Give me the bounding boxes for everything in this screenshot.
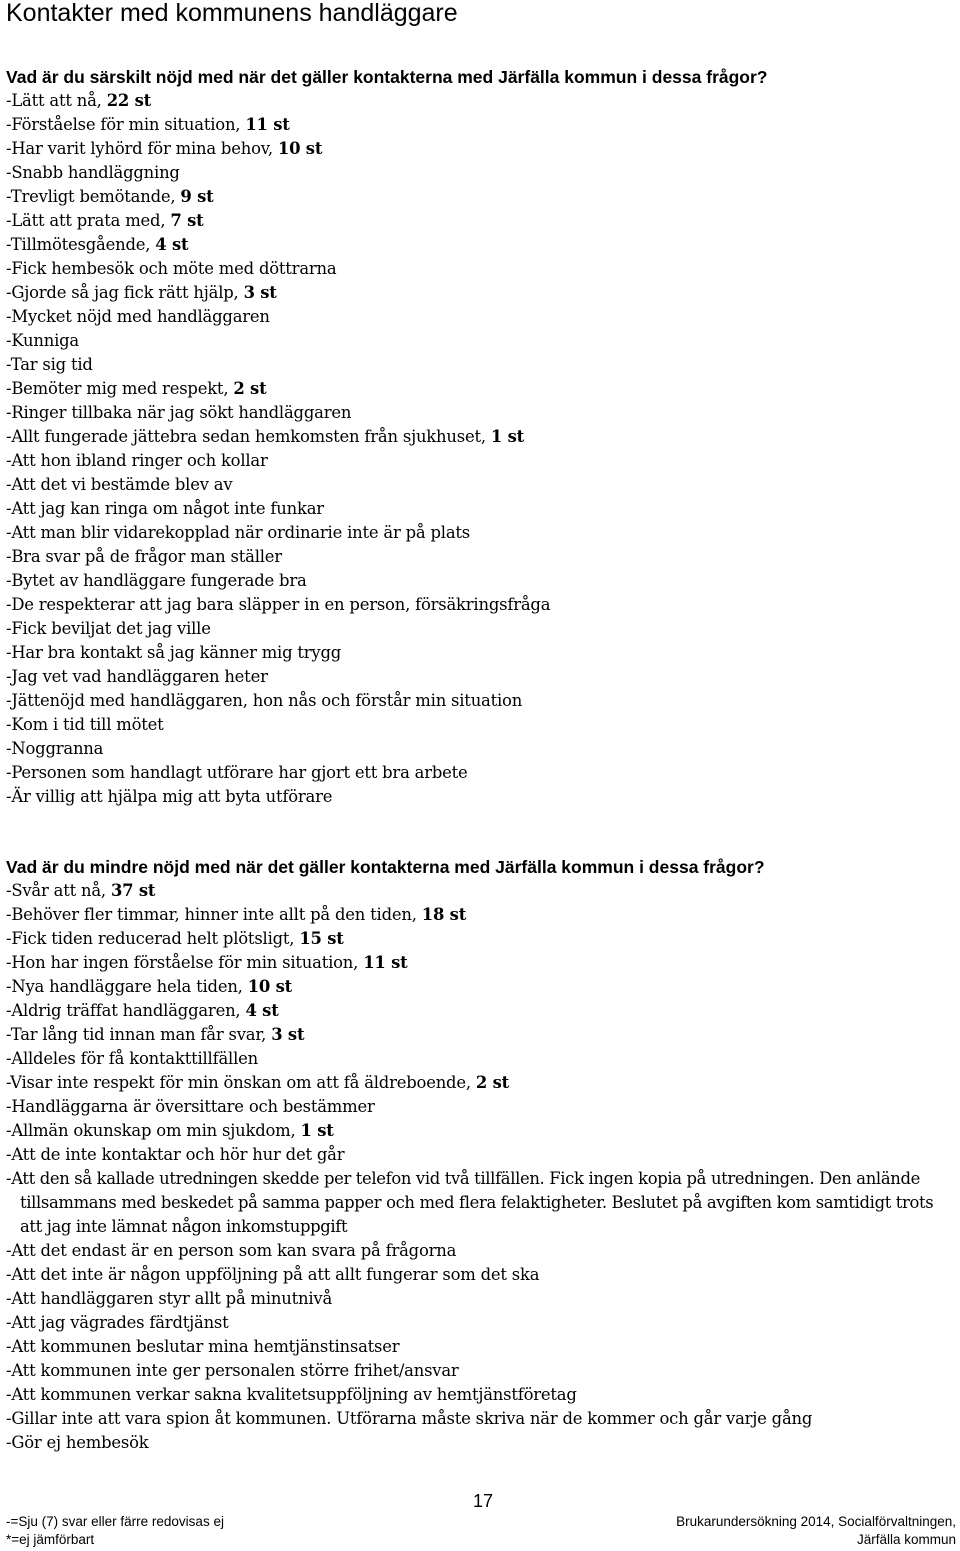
list-item: [6, 473, 954, 497]
list-item: [6, 113, 954, 137]
footer-source: [676, 1513, 956, 1549]
list-item-text: -Aldrig träffat handläggaren,: [6, 1001, 246, 1020]
list-item-text: -Bemöter mig med respekt,: [6, 379, 234, 398]
list-item-text: -Lätt att nå,: [6, 91, 107, 110]
list-item-text: -Att hon ibland ringer och kollar: [6, 451, 268, 470]
list-item-count: 2 st: [233, 379, 267, 398]
list-item-text: -Har bra kontakt så jag känner mig trygg: [6, 643, 342, 662]
list-item: [6, 1071, 954, 1095]
list-item-text: -Att det inte är någon uppföljning på att allt fungerar som det ska: [6, 1265, 540, 1284]
list-item-text: -Att jag kan ringa om något inte funkar: [6, 499, 324, 518]
list-item-text: -Att man blir vidarekopplad när ordinarie inte är på plats: [6, 523, 470, 542]
list-item: [6, 1143, 954, 1167]
list-item-count: 3 st: [271, 1025, 305, 1044]
list-item-count: 1 st: [300, 1121, 334, 1140]
list-item-text: -Att den så kallade utredningen skedde per telefon vid två tillfällen. Fick ingen kopia på utredningen. Den anlände tillsammans med beskedet på samma papper och med flera felaktigheter. Beslutet på avgiften kom samtidigt trots att jag inte lämnat någon inkomstuppgift: [6, 1169, 934, 1236]
list-item: [6, 545, 954, 569]
list-item: [6, 1047, 954, 1071]
negative-answers-list: [6, 879, 954, 1455]
page-title: Kontakter med kommunens handläggare: [6, 0, 458, 27]
list-item: [6, 281, 954, 305]
list-item-text: -Tar lång tid innan man får svar,: [6, 1025, 272, 1044]
list-item-text: -Kom i tid till mötet: [6, 715, 164, 734]
list-item-text: -Att handläggaren styr allt på minutnivå: [6, 1289, 333, 1308]
list-item-count: 9 st: [180, 187, 214, 206]
list-item-text: -Att jag vägrades färdtjänst: [6, 1313, 229, 1332]
list-item-text: -Handläggarna är översittare och bestämmer: [6, 1097, 375, 1116]
list-item: [6, 1311, 954, 1335]
list-item: [6, 353, 954, 377]
footer-source-survey: Brukarundersökning 2014, Socialförvaltningen,: [676, 1514, 956, 1529]
list-item-count: 4 st: [155, 235, 189, 254]
list-item: [6, 185, 954, 209]
list-item: [6, 1335, 954, 1359]
list-item-text: -Visar inte respekt för min önskan om att få äldreboende,: [6, 1073, 476, 1092]
list-item: [6, 713, 954, 737]
list-item-text: -Gillar inte att vara spion åt kommunen. Utförarna måste skriva när de kommer och går varje gång: [6, 1409, 813, 1428]
list-item-text: -Lätt att prata med,: [6, 211, 171, 230]
list-item: [6, 1263, 954, 1287]
list-item-count: 22 st: [106, 91, 152, 110]
list-item: [6, 401, 954, 425]
list-item-text: -Mycket nöjd med handläggaren: [6, 307, 270, 326]
list-item-text: -Trevligt bemötande,: [6, 187, 181, 206]
list-item-count: 37 st: [110, 881, 156, 900]
list-item-text: -Allmän okunskap om min sjukdom,: [6, 1121, 301, 1140]
list-item-text: -Allt fungerade jättebra sedan hemkomsten från sjukhuset,: [6, 427, 491, 446]
list-item-text: -Att de inte kontaktar och hör hur det går: [6, 1145, 345, 1164]
footer-note-not-comparable: *=ej jämförbart: [6, 1532, 95, 1547]
footer-notes: [6, 1513, 224, 1549]
list-item: [6, 617, 954, 641]
list-item: [6, 593, 954, 617]
list-item-text: -Gjorde så jag fick rätt hjälp,: [6, 283, 244, 302]
list-item: [6, 927, 954, 951]
page-number: 17: [472, 1491, 494, 1511]
list-item: [6, 233, 954, 257]
list-item-count: 7 st: [170, 211, 204, 230]
list-item-text: -Personen som handlagt utförare har gjort ett bra arbete: [6, 763, 468, 782]
list-item-text: -De respekterar att jag bara släpper in en person, försäkringsfråga: [6, 595, 551, 614]
list-item-text: -Är villig att hjälpa mig att byta utförare: [6, 787, 333, 806]
list-item: [6, 1287, 954, 1311]
list-item-text: -Fick beviljat det jag ville: [6, 619, 211, 638]
list-item-count: 18 st: [421, 905, 467, 924]
list-item: [6, 1431, 954, 1455]
list-item-count: 4 st: [245, 1001, 279, 1020]
list-item-count: 10 st: [277, 139, 323, 158]
list-item: [6, 689, 954, 713]
list-item: [6, 1095, 954, 1119]
list-item: [6, 257, 954, 281]
list-item-count: 15 st: [299, 929, 344, 948]
list-item: [6, 999, 954, 1023]
list-item: [6, 209, 954, 233]
list-item: [6, 737, 954, 761]
list-item-text: -Att det endast är en person som kan svara på frågorna: [6, 1241, 457, 1260]
list-item-count: 11 st: [245, 115, 290, 134]
list-item-count: 3 st: [243, 283, 277, 302]
list-item-text: -Jag vet vad handläggaren heter: [6, 667, 268, 686]
list-item: [6, 1407, 954, 1431]
list-item: [6, 785, 954, 809]
list-item: [6, 569, 954, 593]
list-item-count: 1 st: [490, 427, 524, 446]
list-item: [6, 903, 954, 927]
list-item-count: 11 st: [363, 953, 408, 972]
list-item-text: -Att kommunen beslutar mina hemtjänstinsatser: [6, 1337, 400, 1356]
list-item-text: -Att det vi bestämde blev av: [6, 475, 233, 494]
list-item-text: -Svår att nå,: [6, 881, 111, 900]
footer-source-municipality: Järfälla kommun: [856, 1532, 956, 1547]
list-item-text: -Alldeles för få kontakttillfällen: [6, 1049, 258, 1068]
list-item: [6, 161, 954, 185]
list-item: [6, 425, 954, 449]
list-item: [6, 1119, 954, 1143]
list-item-text: -Noggranna: [6, 739, 104, 758]
negative-question-heading: Vad är du mindre nöjd med när det gäller kontakterna med Järfälla kommun i dessa frågor?: [6, 857, 765, 877]
list-item-text: -Nya handläggare hela tiden,: [6, 977, 248, 996]
list-item: [6, 449, 954, 473]
list-item-text: -Hon har ingen förståelse för min situation,: [6, 953, 364, 972]
list-item: [6, 1383, 954, 1407]
list-item-text: -Tar sig tid: [6, 355, 93, 374]
list-item-text: -Fick hembesök och möte med döttrarna: [6, 259, 337, 278]
list-item-text: -Har varit lyhörd för mina behov,: [6, 139, 278, 158]
list-item-text: -Bytet av handläggare fungerade bra: [6, 571, 307, 590]
list-item: [6, 1167, 950, 1239]
list-item-text: -Fick tiden reducerad helt plötsligt,: [6, 929, 300, 948]
list-item-text: -Gör ej hembesök: [6, 1433, 149, 1452]
list-item: [6, 497, 954, 521]
list-item: [6, 521, 954, 545]
list-item-text: -Att kommunen verkar sakna kvalitetsuppföljning av hemtjänstföretag: [6, 1385, 577, 1404]
list-item-text: -Ringer tillbaka när jag sökt handläggaren: [6, 403, 352, 422]
list-item-text: -Snabb handläggning: [6, 163, 180, 182]
positive-answers-list: [6, 89, 954, 809]
list-item-text: -Förståelse för min situation,: [6, 115, 246, 134]
list-item: [6, 377, 954, 401]
list-item: [6, 1239, 954, 1263]
list-item-text: -Tillmötesgående,: [6, 235, 156, 254]
list-item: [6, 665, 954, 689]
list-item: [6, 879, 954, 903]
list-item: [6, 89, 954, 113]
list-item-count: 10 st: [247, 977, 293, 996]
list-item-count: 2 st: [475, 1073, 509, 1092]
list-item: [6, 137, 954, 161]
list-item: [6, 305, 954, 329]
positive-question-heading: Vad är du särskilt nöjd med när det gäller kontakterna med Järfälla kommun i dessa frågor?: [6, 67, 768, 87]
list-item-text: -Kunniga: [6, 331, 79, 350]
footer-note-omitted: -=Sju (7) svar eller färre redovisas ej: [6, 1514, 224, 1529]
list-item: [6, 761, 954, 785]
list-item: [6, 329, 954, 353]
list-item-text: -Behöver fler timmar, hinner inte allt på den tiden,: [6, 905, 422, 924]
list-item-text: -Att kommunen inte ger personalen större frihet/ansvar: [6, 1361, 459, 1380]
list-item-text: -Bra svar på de frågor man ställer: [6, 547, 282, 566]
list-item: [6, 975, 954, 999]
list-item: [6, 641, 954, 665]
list-item: [6, 1359, 954, 1383]
list-item-text: -Jättenöjd med handläggaren, hon nås och förstår min situation: [6, 691, 523, 710]
list-item: [6, 951, 954, 975]
list-item: [6, 1023, 954, 1047]
